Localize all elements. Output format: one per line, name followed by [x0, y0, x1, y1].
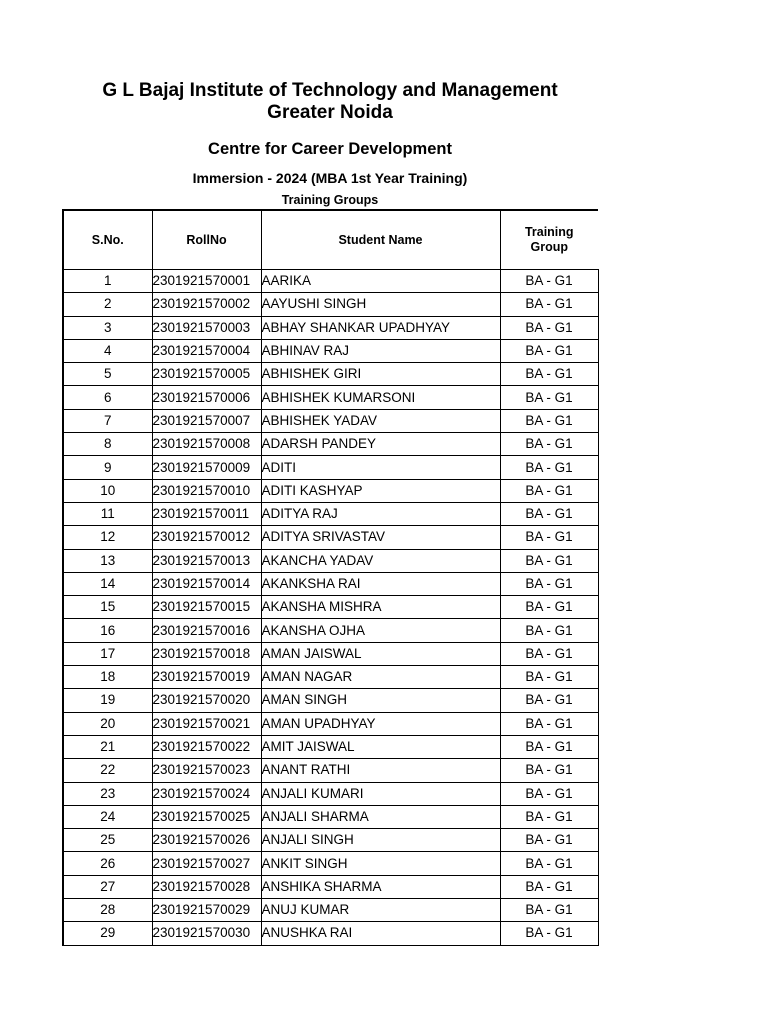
training-group-cell: BA - G1: [500, 619, 598, 642]
training-group-cell: BA - G1: [500, 572, 598, 595]
table-row: [63, 526, 598, 549]
serial-number-cell: 4: [63, 339, 152, 362]
training-group-cell: BA - G1: [500, 270, 598, 293]
roll-number-cell: 2301921570009: [152, 456, 261, 479]
roll-number-cell: 2301921570002: [152, 293, 261, 316]
roll-number-cell: 2301921570006: [152, 386, 261, 409]
serial-number-cell: 21: [63, 735, 152, 758]
training-group-cell: BA - G1: [500, 293, 598, 316]
table-row: [63, 386, 598, 409]
student-name-cell: AKANSHA OJHA: [261, 619, 500, 642]
training-group-cell: BA - G1: [500, 899, 598, 922]
student-name-cell: AKANKSHA RAI: [261, 572, 500, 595]
student-name-cell: AARIKA: [261, 270, 500, 293]
table-row: [63, 596, 598, 619]
student-name-cell: ABHAY SHANKAR UPADHYAY: [261, 316, 500, 339]
table-row: [63, 689, 598, 712]
serial-number-cell: 27: [63, 875, 152, 898]
table-row: [63, 642, 598, 665]
training-group-header-label: Training Group: [524, 225, 574, 254]
training-group-cell: BA - G1: [500, 433, 598, 456]
student-name-cell: ANJALI SHARMA: [261, 805, 500, 828]
roll-number-cell: 2301921570018: [152, 642, 261, 665]
student-name-cell: ADITYA SRIVASTAV: [261, 526, 500, 549]
roll-number-cell: 2301921570013: [152, 549, 261, 572]
roll-number-cell: 2301921570027: [152, 852, 261, 875]
table-row: [63, 316, 598, 339]
roll-number-cell: 2301921570022: [152, 735, 261, 758]
roll-number-cell: 2301921570026: [152, 829, 261, 852]
training-group-cell: BA - G1: [500, 689, 598, 712]
training-group-cell: BA - G1: [500, 409, 598, 432]
training-group-cell: BA - G1: [500, 502, 598, 525]
student-name-cell: ADITYA RAJ: [261, 502, 500, 525]
table-row: [63, 666, 598, 689]
student-name-cell: AMIT JAISWAL: [261, 735, 500, 758]
training-group-cell: BA - G1: [500, 712, 598, 735]
student-name-cell: ANJALI KUMARI: [261, 782, 500, 805]
serial-number-cell: 20: [63, 712, 152, 735]
roll-number-cell: 2301921570012: [152, 526, 261, 549]
training-group-cell: BA - G1: [500, 805, 598, 828]
roll-number-cell: 2301921570024: [152, 782, 261, 805]
student-name-cell: ABHISHEK GIRI: [261, 363, 500, 386]
column-header-student-name: Student Name: [261, 210, 500, 270]
training-group-cell: BA - G1: [500, 549, 598, 572]
training-group-cell: BA - G1: [500, 526, 598, 549]
serial-number-cell: 2: [63, 293, 152, 316]
table-row: [63, 409, 598, 432]
roll-number-cell: 2301921570003: [152, 316, 261, 339]
table-row: [63, 852, 598, 875]
training-group-cell: BA - G1: [500, 735, 598, 758]
table-row: [63, 339, 598, 362]
table-row: [63, 479, 598, 502]
student-name-cell: AKANSHA MISHRA: [261, 596, 500, 619]
training-group-cell: BA - G1: [500, 386, 598, 409]
training-group-cell: BA - G1: [500, 829, 598, 852]
serial-number-cell: 17: [63, 642, 152, 665]
table-row: [63, 782, 598, 805]
serial-number-cell: 19: [63, 689, 152, 712]
table-row: [63, 433, 598, 456]
serial-number-cell: 6: [63, 386, 152, 409]
table-header-row: [63, 210, 598, 270]
student-name-cell: ABHINAV RAJ: [261, 339, 500, 362]
training-group-cell: BA - G1: [500, 596, 598, 619]
serial-number-cell: 22: [63, 759, 152, 782]
training-group-cell: BA - G1: [500, 316, 598, 339]
serial-number-cell: 12: [63, 526, 152, 549]
serial-number-cell: 10: [63, 479, 152, 502]
roll-number-cell: 2301921570028: [152, 875, 261, 898]
student-name-cell: AAYUSHI SINGH: [261, 293, 500, 316]
training-groups-table: [62, 209, 599, 946]
training-group-cell: BA - G1: [500, 759, 598, 782]
serial-number-cell: 9: [63, 456, 152, 479]
roll-number-cell: 2301921570025: [152, 805, 261, 828]
roll-number-cell: 2301921570005: [152, 363, 261, 386]
serial-number-cell: 7: [63, 409, 152, 432]
table-row: [63, 712, 598, 735]
student-name-cell: AMAN UPADHYAY: [261, 712, 500, 735]
student-name-cell: ANSHIKA SHARMA: [261, 875, 500, 898]
training-group-cell: BA - G1: [500, 852, 598, 875]
column-header-training-group: [500, 210, 598, 270]
centre-name: Centre for Career Development: [208, 140, 452, 158]
table-row: [63, 922, 598, 945]
table-row: [63, 502, 598, 525]
training-group-cell: BA - G1: [500, 363, 598, 386]
student-name-cell: AMAN SINGH: [261, 689, 500, 712]
roll-number-cell: 2301921570007: [152, 409, 261, 432]
serial-number-cell: 28: [63, 899, 152, 922]
student-name-cell: AKANCHA YADAV: [261, 549, 500, 572]
training-group-cell: BA - G1: [500, 666, 598, 689]
serial-number-cell: 8: [63, 433, 152, 456]
serial-number-cell: 23: [63, 782, 152, 805]
student-name-cell: ADITI KASHYAP: [261, 479, 500, 502]
roll-number-cell: 2301921570030: [152, 922, 261, 945]
student-name-cell: AMAN NAGAR: [261, 666, 500, 689]
training-group-cell: BA - G1: [500, 642, 598, 665]
table-row: [63, 829, 598, 852]
table-row: [63, 270, 598, 293]
serial-number-cell: 1: [63, 270, 152, 293]
student-name-cell: ANANT RATHI: [261, 759, 500, 782]
serial-number-cell: 24: [63, 805, 152, 828]
institute-location: Greater Noida: [267, 102, 393, 123]
student-name-cell: ANUSHKA RAI: [261, 922, 500, 945]
program-title: Immersion - 2024 (MBA 1st Year Training): [192, 170, 468, 186]
table-row: [63, 456, 598, 479]
roll-number-cell: 2301921570023: [152, 759, 261, 782]
serial-number-cell: 18: [63, 666, 152, 689]
roll-number-cell: 2301921570020: [152, 689, 261, 712]
training-group-cell: BA - G1: [500, 456, 598, 479]
training-group-cell: BA - G1: [500, 782, 598, 805]
student-name-cell: AMAN JAISWAL: [261, 642, 500, 665]
table-body: [63, 270, 598, 946]
student-name-cell: ANJALI SINGH: [261, 829, 500, 852]
student-name-cell: ADARSH PANDEY: [261, 433, 500, 456]
table-row: [63, 293, 598, 316]
table-row: [63, 735, 598, 758]
training-group-cell: BA - G1: [500, 479, 598, 502]
student-name-cell: ABHISHEK YADAV: [261, 409, 500, 432]
roll-number-cell: 2301921570010: [152, 479, 261, 502]
roll-number-cell: 2301921570029: [152, 899, 261, 922]
column-header-rollno: RollNo: [152, 210, 261, 270]
serial-number-cell: 5: [63, 363, 152, 386]
student-name-cell: ANUJ KUMAR: [261, 899, 500, 922]
roll-number-cell: 2301921570016: [152, 619, 261, 642]
roll-number-cell: 2301921570014: [152, 572, 261, 595]
serial-number-cell: 26: [63, 852, 152, 875]
student-name-cell: ABHISHEK KUMARSONI: [261, 386, 500, 409]
roll-number-cell: 2301921570004: [152, 339, 261, 362]
serial-number-cell: 13: [63, 549, 152, 572]
roll-number-cell: 2301921570011: [152, 502, 261, 525]
roll-number-cell: 2301921570015: [152, 596, 261, 619]
serial-number-cell: 11: [63, 502, 152, 525]
training-group-cell: BA - G1: [500, 339, 598, 362]
serial-number-cell: 25: [63, 829, 152, 852]
training-group-cell: BA - G1: [500, 922, 598, 945]
table-row: [63, 875, 598, 898]
table-row: [63, 572, 598, 595]
roll-number-cell: 2301921570021: [152, 712, 261, 735]
serial-number-cell: 14: [63, 572, 152, 595]
serial-number-cell: 3: [63, 316, 152, 339]
roll-number-cell: 2301921570001: [152, 270, 261, 293]
serial-number-cell: 16: [63, 619, 152, 642]
student-name-cell: ANKIT SINGH: [261, 852, 500, 875]
table-row: [63, 619, 598, 642]
serial-number-cell: 29: [63, 922, 152, 945]
table-row: [63, 805, 598, 828]
roll-number-cell: 2301921570019: [152, 666, 261, 689]
table-row: [63, 549, 598, 572]
serial-number-cell: 15: [63, 596, 152, 619]
table-row: [63, 363, 598, 386]
student-name-cell: ADITI: [261, 456, 500, 479]
table-row: [63, 899, 598, 922]
roll-number-cell: 2301921570008: [152, 433, 261, 456]
column-header-sno: S.No.: [63, 210, 152, 270]
training-group-cell: BA - G1: [500, 875, 598, 898]
table-subtitle: Training Groups: [281, 193, 379, 207]
table-row: [63, 759, 598, 782]
institute-name: G L Bajaj Institute of Technology and Management: [102, 80, 558, 101]
